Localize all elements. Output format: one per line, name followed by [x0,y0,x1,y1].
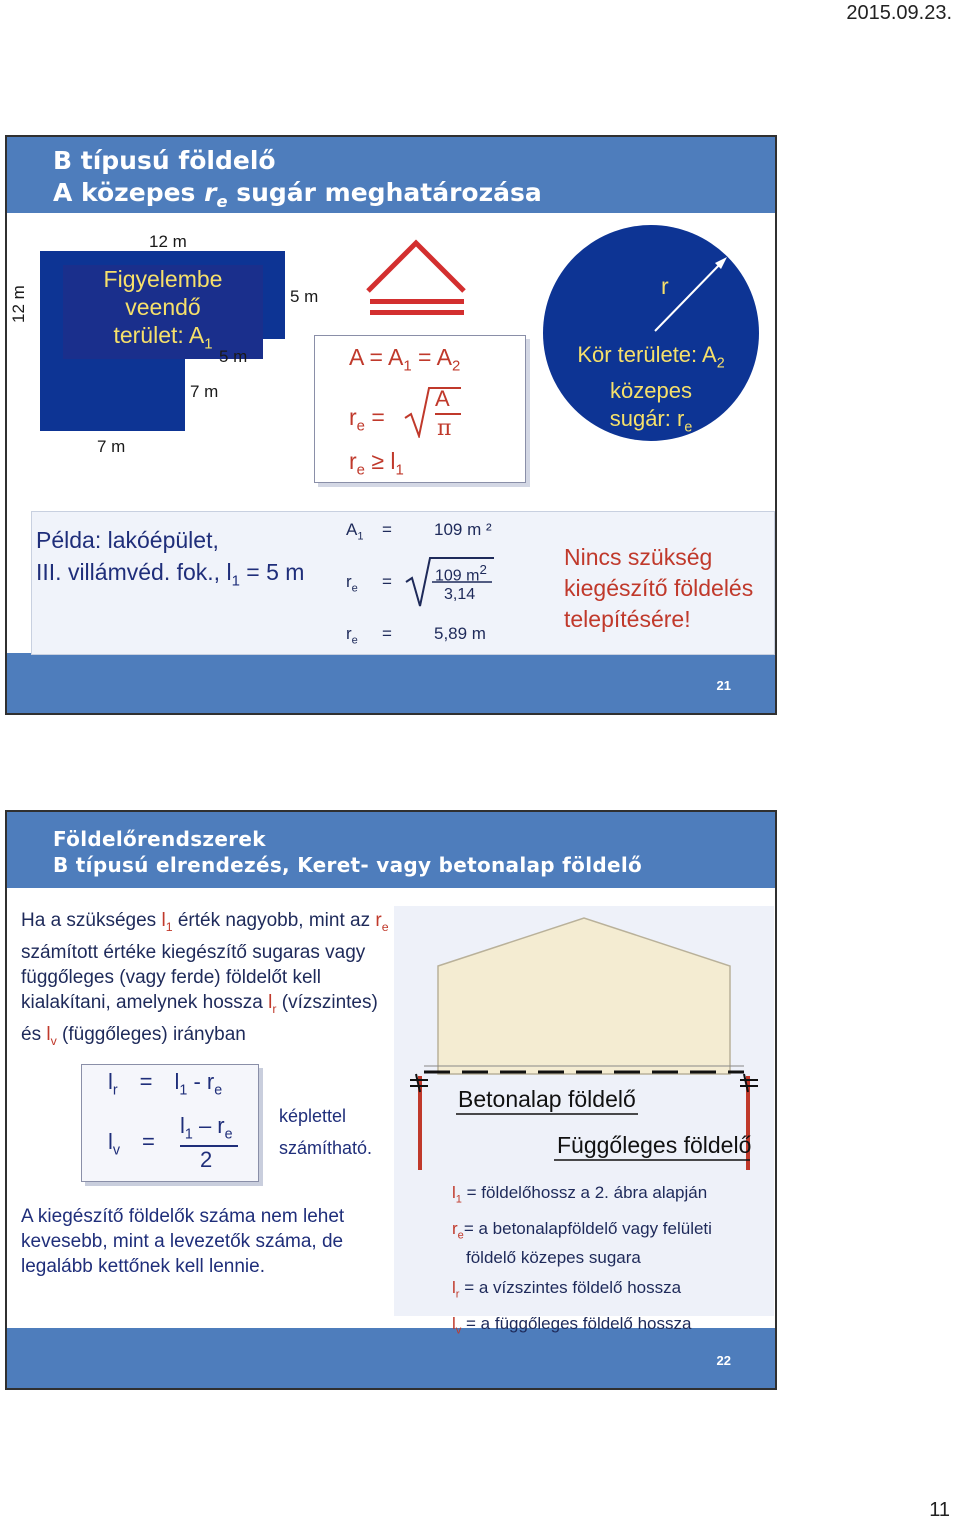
document-date: 2015.09.23. [846,2,952,24]
square-root-icon [403,384,463,438]
slide-body [7,213,775,653]
slide-title [53,145,542,218]
note-paragraph: A kiegészítő földelők száma nem lehet kevesebb, mint a levezetők száma, de legalább kettőnek kell lennie. [21,1206,345,1277]
formula-lv-lhs: $l_v$ = [108,1129,155,1159]
dim-5m-inner: 5 m [219,347,248,366]
foundation-diagram [394,906,774,1337]
slide-number: 21 [716,678,731,693]
szamithato-text: számítható. [279,1138,373,1158]
calc-re-label-1: $r_e$ [346,572,358,595]
calc-eq-1: = [382,520,392,539]
slide-number: 22 [716,1353,731,1368]
keplettel-text: képlettel [279,1106,347,1126]
example-panel [31,511,775,655]
title-line-1: Földelőrendszerek [53,827,266,851]
calc-numerator: 109 $m^2$ [435,562,487,585]
formula-area-equality: $A = A_1 = A_2$ [349,344,461,375]
title-line-2: A közepes $r_e$ sugár meghatározása [53,178,542,211]
slide-22 [5,810,777,1390]
formula-box [81,1064,259,1182]
legend-item-l1: $l_1$ = földelőhossz a 2. ábra alapján [452,1183,708,1206]
formula-re-label: $r_e$ = [349,404,385,435]
formula-inequality: $r_e \ge l_1$ [349,448,404,479]
equivalence-arrow-icon [362,237,472,321]
legend-item-re-cont: földelő közepes sugara [466,1247,641,1267]
page-number: 11 [929,1499,950,1521]
legend-item-lr: $l_r = a$ vízszintes földelő hossza [452,1277,682,1301]
calc-re-label-2: $r_e$ [346,624,358,647]
area-label: Figyelembe veendő terület: $A_1$ [63,265,263,359]
formula-denominator: π [437,416,452,441]
calc-denominator: 3,14 [444,586,476,603]
calc-a1-label: $A_1$ [346,520,364,543]
dim-5m-right: 5 m [290,287,319,306]
slide-title [53,826,642,878]
slide-21 [5,135,777,715]
circle-radius-label: r [661,273,669,299]
intro-paragraph: Ha a szükséges $l_1$ érték nagyobb, mint az $r_e$ számított értéke kiegészítő sugaras vagy függőleges (vagy ferde) földelőt kell kialakítani, amelynek hossza $l_r$ (vízszintes) és $l_v$ (függőleges) irányban [21,910,389,1048]
formula-lv-denominator: 2 [200,1147,213,1172]
formula-box [314,335,526,483]
legend-item-re: $r_e= a$ betonalapföldelő vagy felületi [452,1219,712,1242]
slide-body [7,888,775,1337]
formula-numerator: A [435,386,450,411]
dim-7m-bottom: 7 m [97,437,126,456]
calc-result: 5,89 m [434,624,486,643]
circle-caption: Kör területe: $A_2$ közepes sugár: $r_e$ [577,342,725,436]
calc-eq-3: = [382,624,392,643]
example-text: Példa: lakóépület, III. villámvéd. fok., $l_1 = 5$ m [36,527,305,590]
legend-item-lv: $l_v = a$ függőleges földelő hossza [452,1314,692,1337]
calc-eq-2: = [382,572,392,591]
dim-left-label: 12 m [9,285,28,323]
formula-lr: $l_r = l_1 - r_e$ [108,1069,223,1099]
title-line-2: B típusú elrendezés, Keret- vagy betonalap földelő [53,853,643,877]
dim-top-label: 12 m [149,232,187,251]
calc-a1-value: 109 m ² [434,520,492,539]
circle-area [543,225,759,441]
title-line-1: B típusú földelő [53,146,276,175]
formula-lv-numerator: $l_1 - r_e$ [180,1113,233,1143]
legend [452,1182,712,1342]
conclusion-text: Nincs szükség kiegészítő földelés telepítésére! [564,544,754,632]
dim-7m-inner: 7 m [190,382,219,401]
label-betonalap: Betonalap földelő [458,1086,636,1112]
label-fuggoleges: Függőleges földelő [557,1132,752,1158]
